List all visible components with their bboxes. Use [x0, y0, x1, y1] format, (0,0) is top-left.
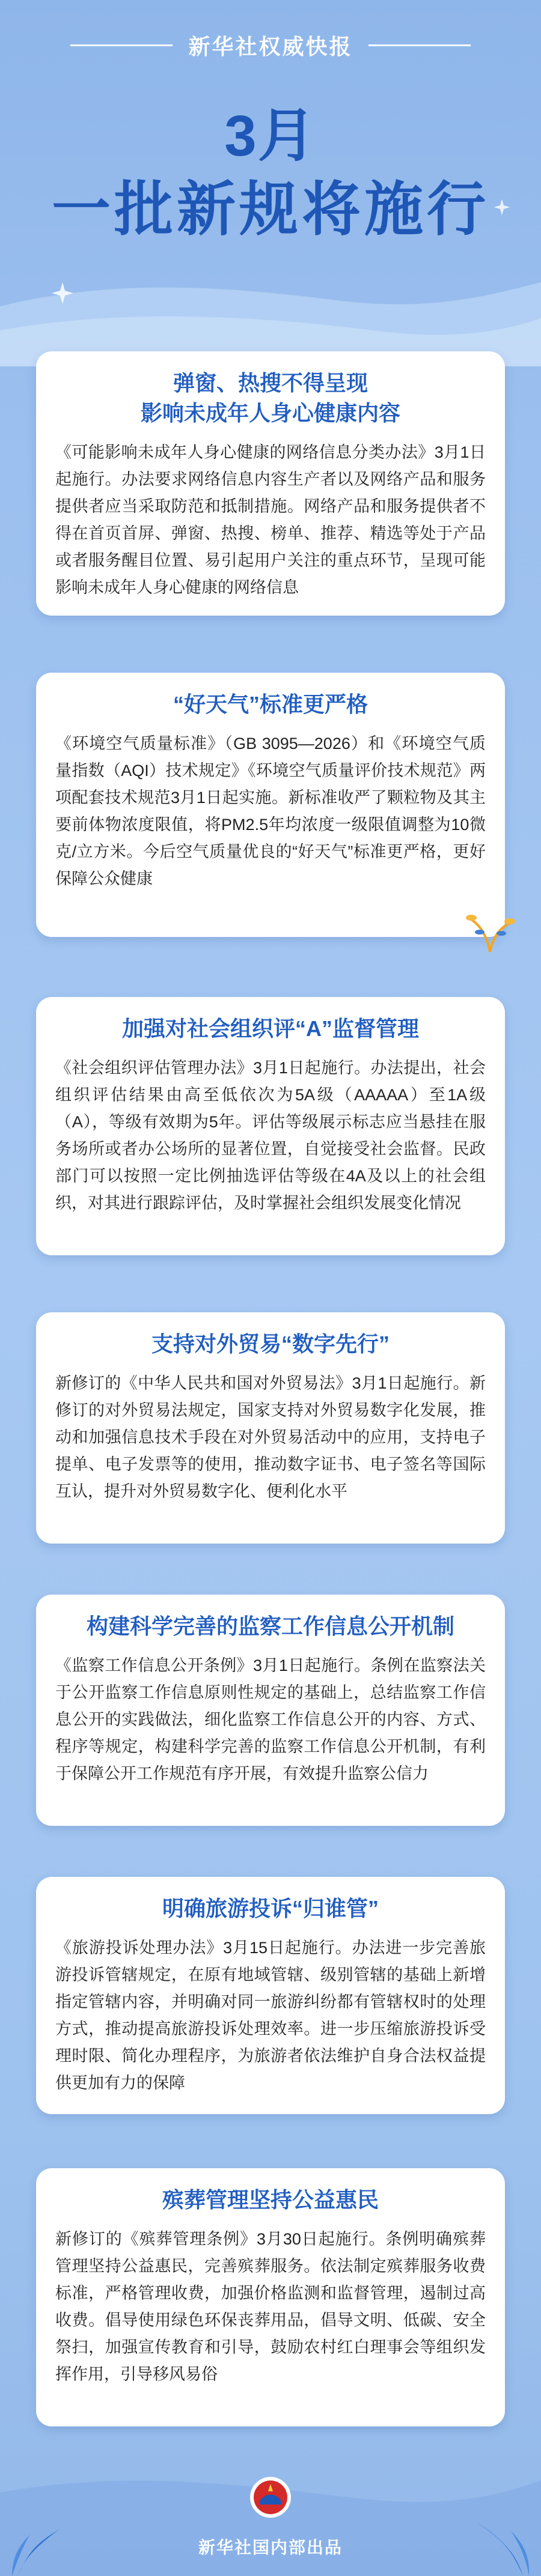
card-title: 加强对社会组织评“A”监督管理	[122, 1016, 419, 1041]
star-icon	[493, 198, 511, 216]
footer-credit: 新华社国内部出品	[198, 2538, 343, 2557]
footer	[0, 2450, 541, 2576]
star-icon	[50, 281, 75, 305]
card-body: 《可能影响未成年人身心健康的网络信息分类办法》3月1日起施行。办法要求网络信息内容生产者以及网络产品和服务提供者应当采取防范和抵制措施。网络产品和服务提供者不得在首页首屏、弹窗、热搜、榜单、推荐、精选等处于产品或者服务醒目位置、易引起用户关注的重点环节，呈现可能影响未成年人身心健康的网络信息	[55, 443, 486, 596]
card-body: 《旅游投诉处理办法》3月15日起施行。办法进一步完善旅游投诉管辖规定，在原有地域管辖、级别管辖的基础上新增指定管辖内容，并明确对同一旅游纠纷都有管辖权时的处理方式，推动提高旅游投诉处理效率。进一步压缩旅游投诉受理时限、简化办理程序，为旅游者依法维护自身合法权益提供更加有力的保障	[55, 1939, 486, 2092]
divider-right	[368, 44, 471, 46]
news-card-minors-content	[36, 351, 505, 616]
card-title: 明确旅游投诉“归谁管”	[162, 1896, 379, 1921]
news-card-tourism-complaints	[36, 1877, 505, 2114]
divider-left	[70, 44, 173, 46]
card-title: 构建科学完善的监察工作信息公开机制	[86, 1614, 454, 1638]
brand-row	[0, 30, 541, 61]
card-title-wrap	[55, 689, 486, 720]
leaf-icon	[463, 901, 517, 955]
card-body: 《监察工作信息公开条例》3月1日起施行。条例在监察法关于公开监察工作信息原则性规定的基础上，总结监察工作信息公开的实践做法，细化监察工作信息公开的内容、方式、程序等规定，构建科学完善的监察工作信息公开机制，有利于保障公开工作规范有序开展，有效提升监察公信力	[55, 1656, 486, 1783]
brand-label: 新华社权威快报	[188, 34, 353, 59]
page-title-line2: 一批新规将施行	[51, 176, 489, 242]
page-title-line1: 3月	[224, 104, 317, 168]
card-title: 殡葬管理坚持公益惠民	[162, 2187, 379, 2212]
card-title: 支持对外贸易“数字先行”	[151, 1332, 390, 1356]
news-card-foreign-trade	[36, 1312, 505, 1544]
xinhua-logo-icon	[248, 2474, 293, 2520]
card-body: 《社会组织评估管理办法》3月1日起施行。办法提出，社会组织评估结果由高至低依次为5A级（AAAAA）至1A级（A），等级有效期为5年。评估等级展示标志应当悬挂在服务场所或者办公场所的显著位置，自觉接受社会监督。民政部门可以按照一定比例抽选评估等级在4A及以上的社会组织，对其进行跟踪评估，及时掌握社会组织发展变化情况	[55, 1059, 486, 1212]
card-body: 新修订的《殡葬管理条例》3月30日起施行。条例明确殡葬管理坚持公益惠民，完善殡葬服务。依法制定殡葬服务收费标准，严格管理收费，加强价格监测和监督管理，遏制过高收费。倡导使用绿色环保丧葬用品，倡导文明、低碳、安全祭扫，加强宣传教育和引导，鼓励农村红白理事会等组织发挥作用，引导移风易俗	[55, 2230, 486, 2383]
news-card-air-quality	[36, 673, 505, 937]
card-title: “好天气”标准更严格	[173, 692, 368, 717]
card-body: 《环境空气质量标准》（GB 3095—2026）和《环境空气质量指数（AQI）技术规定》《环境空气质量评价技术规范》两项配套技术规范3月1日起实施。新标准收严了颗粒物及其主要前体物浓度限值，将PM2.5年均浓度一级限值调整为10微克/立方米。今后空气质量优良的“好天气”标准更严格，更好保障公众健康	[55, 735, 486, 888]
card-title: 弹窗、热搜不得呈现	[173, 371, 368, 395]
news-card-supervision-info	[36, 1595, 505, 1826]
header	[0, 0, 541, 336]
news-card-social-orgs	[36, 997, 505, 1255]
news-card-funeral-management	[36, 2168, 505, 2426]
card-title-line2: 影响未成年人身心健康内容	[140, 401, 400, 425]
card-body: 新修订的《中华人民共和国对外贸易法》3月1日起施行。新修订的对外贸易法规定，国家支持对外贸易数字化发展，推动和加强信息技术手段在对外贸易活动中的应用，支持电子提单、电子发票等的使用，推动数字证书、电子签名等国际互认，提升对外贸易数字化、便利化水平	[55, 1374, 486, 1500]
